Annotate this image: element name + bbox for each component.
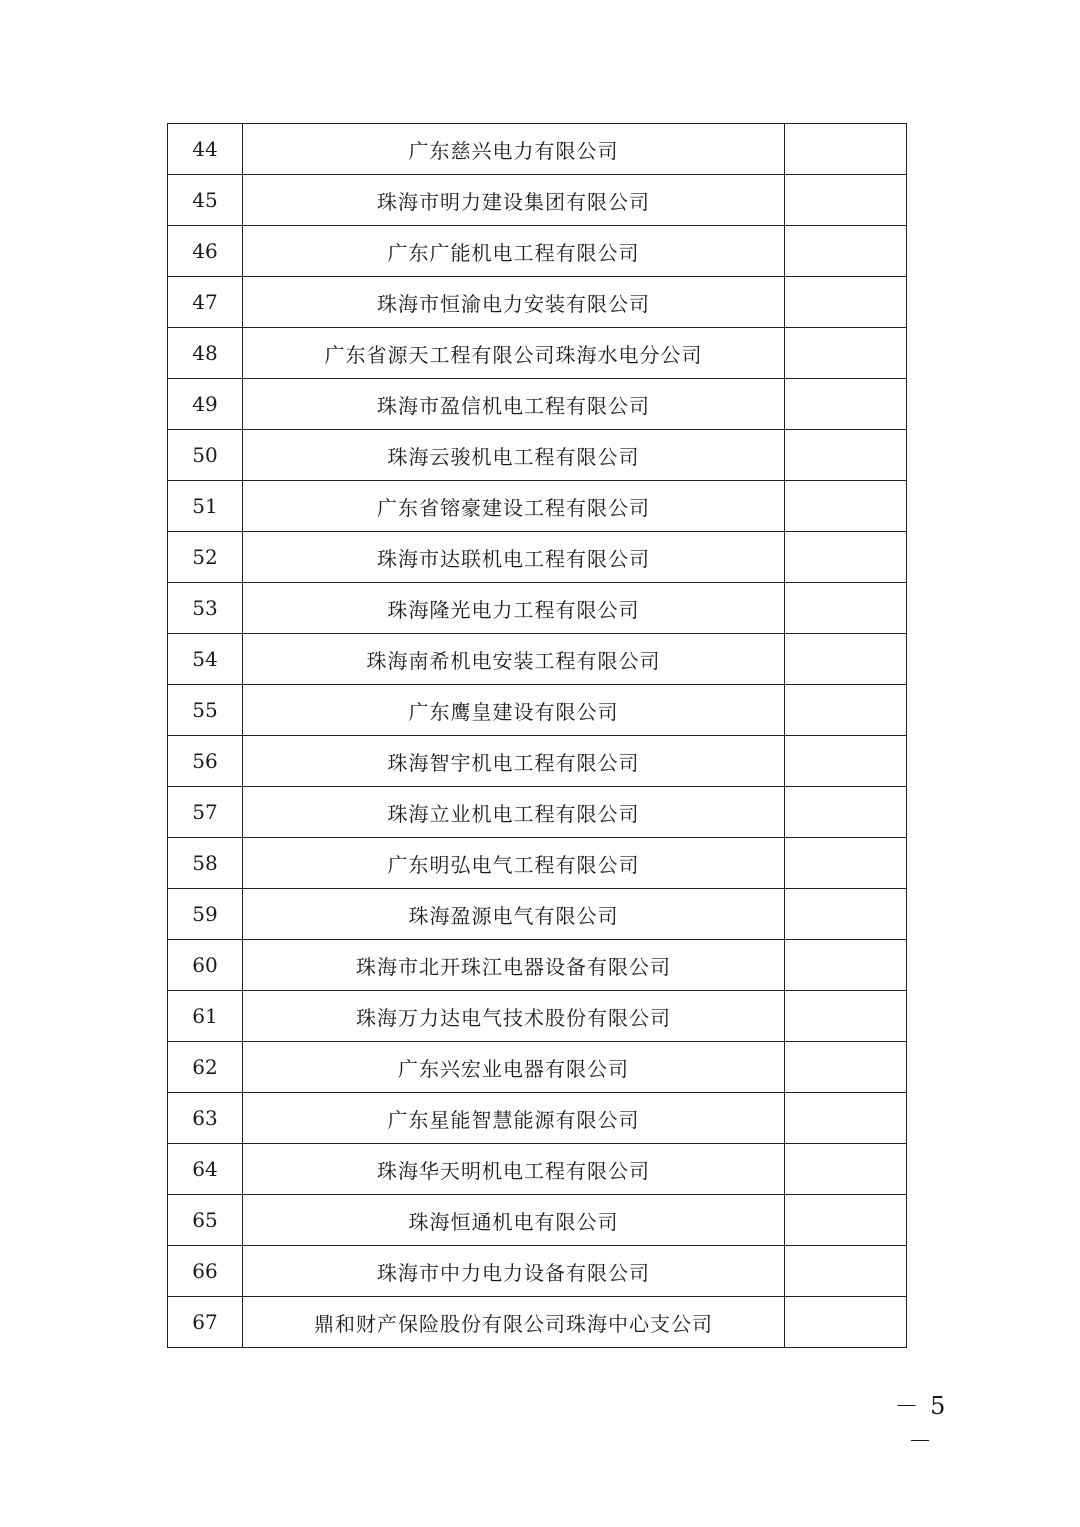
note-cell [785, 532, 907, 583]
note-cell [785, 175, 907, 226]
note-cell [785, 481, 907, 532]
table-row [168, 1093, 907, 1144]
row-number-cell: 58 [168, 838, 243, 889]
row-number-cell: 55 [168, 685, 243, 736]
note-cell [785, 838, 907, 889]
company-name-cell: 珠海市北开珠江电器设备有限公司 [243, 940, 785, 991]
company-name-cell: 珠海市中力电力设备有限公司 [243, 1246, 785, 1297]
table-row [168, 634, 907, 685]
table-row [168, 277, 907, 328]
company-name-cell: 广东星能智慧能源有限公司 [243, 1093, 785, 1144]
company-list-body [168, 124, 907, 1348]
note-cell [785, 889, 907, 940]
note-cell [785, 277, 907, 328]
company-name-cell: 珠海市恒渝电力安装有限公司 [243, 277, 785, 328]
note-cell [785, 1042, 907, 1093]
row-number-cell: 54 [168, 634, 243, 685]
table-row [168, 430, 907, 481]
note-cell [785, 1195, 907, 1246]
company-name-cell: 广东广能机电工程有限公司 [243, 226, 785, 277]
row-number-cell: 47 [168, 277, 243, 328]
row-number-cell: 65 [168, 1195, 243, 1246]
page-number: － 5 － [894, 1392, 948, 1455]
note-cell [785, 634, 907, 685]
note-cell [785, 583, 907, 634]
table-row [168, 787, 907, 838]
table-row [168, 226, 907, 277]
company-name-cell: 珠海万力达电气技术股份有限公司 [243, 991, 785, 1042]
note-cell [785, 226, 907, 277]
company-name-cell: 珠海恒通机电有限公司 [243, 1195, 785, 1246]
note-cell [785, 430, 907, 481]
table-row [168, 1042, 907, 1093]
company-name-cell: 珠海市明力建设集团有限公司 [243, 175, 785, 226]
company-name-cell: 珠海立业机电工程有限公司 [243, 787, 785, 838]
note-cell [785, 1093, 907, 1144]
row-number-cell: 44 [168, 124, 243, 175]
row-number-cell: 56 [168, 736, 243, 787]
note-cell [785, 991, 907, 1042]
note-cell [785, 1144, 907, 1195]
table-row [168, 175, 907, 226]
row-number-cell: 59 [168, 889, 243, 940]
row-number-cell: 52 [168, 532, 243, 583]
note-cell [785, 328, 907, 379]
note-cell [785, 940, 907, 991]
table-row [168, 736, 907, 787]
row-number-cell: 66 [168, 1246, 243, 1297]
note-cell [785, 685, 907, 736]
company-name-cell: 珠海盈源电气有限公司 [243, 889, 785, 940]
company-name-cell: 珠海智宇机电工程有限公司 [243, 736, 785, 787]
row-number-cell: 63 [168, 1093, 243, 1144]
row-number-cell: 64 [168, 1144, 243, 1195]
table-row [168, 1246, 907, 1297]
note-cell [785, 787, 907, 838]
table-row [168, 940, 907, 991]
note-cell [785, 736, 907, 787]
company-name-cell: 广东兴宏业电器有限公司 [243, 1042, 785, 1093]
row-number-cell: 45 [168, 175, 243, 226]
company-list-table [167, 123, 907, 1348]
note-cell [785, 379, 907, 430]
row-number-cell: 46 [168, 226, 243, 277]
company-name-cell: 广东明弘电气工程有限公司 [243, 838, 785, 889]
table-row [168, 838, 907, 889]
company-name-cell: 珠海市达联机电工程有限公司 [243, 532, 785, 583]
table-row [168, 328, 907, 379]
note-cell [785, 124, 907, 175]
note-cell [785, 1246, 907, 1297]
table-row [168, 685, 907, 736]
company-name-cell: 珠海市盈信机电工程有限公司 [243, 379, 785, 430]
row-number-cell: 67 [168, 1297, 243, 1348]
table-row [168, 379, 907, 430]
row-number-cell: 57 [168, 787, 243, 838]
table-row [168, 889, 907, 940]
table-row [168, 124, 907, 175]
company-name-cell: 珠海华天明机电工程有限公司 [243, 1144, 785, 1195]
table-row [168, 1144, 907, 1195]
company-name-cell: 广东省源天工程有限公司珠海水电分公司 [243, 328, 785, 379]
company-name-cell: 广东鹰皇建设有限公司 [243, 685, 785, 736]
table-row [168, 1195, 907, 1246]
company-name-cell: 珠海隆光电力工程有限公司 [243, 583, 785, 634]
company-name-cell: 珠海云骏机电工程有限公司 [243, 430, 785, 481]
row-number-cell: 50 [168, 430, 243, 481]
table-row [168, 532, 907, 583]
company-name-cell: 珠海南希机电安装工程有限公司 [243, 634, 785, 685]
company-name-cell: 广东省镕豪建设工程有限公司 [243, 481, 785, 532]
table-row [168, 583, 907, 634]
row-number-cell: 53 [168, 583, 243, 634]
row-number-cell: 51 [168, 481, 243, 532]
table-row [168, 481, 907, 532]
row-number-cell: 61 [168, 991, 243, 1042]
row-number-cell: 62 [168, 1042, 243, 1093]
table-row [168, 991, 907, 1042]
row-number-cell: 60 [168, 940, 243, 991]
company-name-cell: 鼎和财产保险股份有限公司珠海中心支公司 [243, 1297, 785, 1348]
company-name-cell: 广东慈兴电力有限公司 [243, 124, 785, 175]
row-number-cell: 48 [168, 328, 243, 379]
row-number-cell: 49 [168, 379, 243, 430]
table-row [168, 1297, 907, 1348]
note-cell [785, 1297, 907, 1348]
